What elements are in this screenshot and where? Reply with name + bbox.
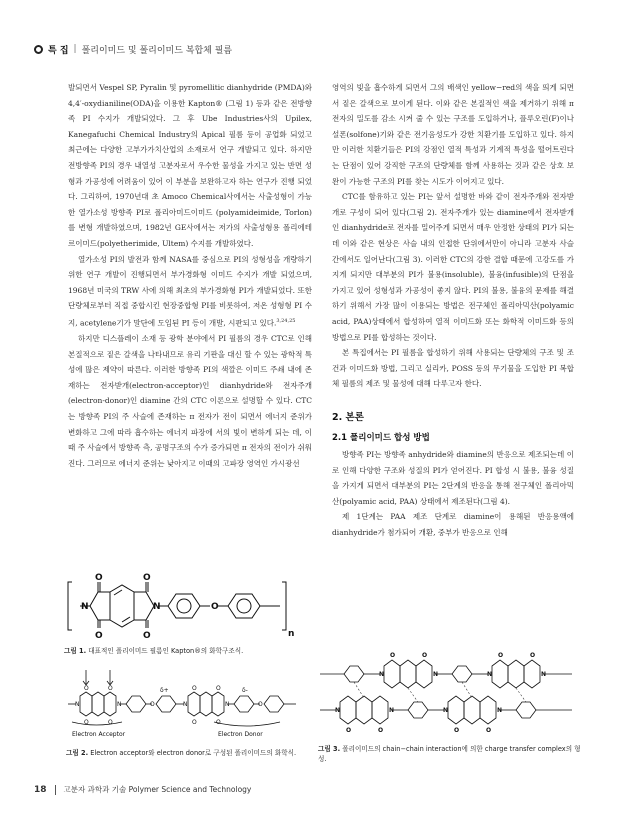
fig3-atom-o2: O bbox=[422, 652, 428, 659]
fig2-atom-o10: O bbox=[216, 719, 221, 726]
figure-1 bbox=[64, 568, 314, 655]
fig1-atom-o2: O bbox=[143, 573, 151, 583]
fig3-atom-o6: O bbox=[378, 727, 384, 734]
figure-3-caption bbox=[318, 744, 586, 764]
section-title: 2. 본론 bbox=[332, 411, 364, 423]
chain-chain-ctc-diagram bbox=[318, 646, 576, 734]
fig1-atom-n1: N bbox=[81, 602, 89, 612]
fig1-atom-o4: O bbox=[143, 631, 151, 640]
left-paragraph-3: 하지만 디스플레이 소재 등 광학 분야에서 PI 필름의 경우 CTC로 인해 본질적으로 짙은 갈색을 나타내므로 유리 기판을 대신 할 수 있는 광학적 특성에 많은 제약이 따른다. 이러한 방향족 PI의 색깔은 이미드 주쇄 내에 존재하는 전자받개(electron-acceptor)인 dianhydride와 전자주개(electron-donor)인 diamine 간의 CTC 이론으로 설명할 수 있다. CTC는 방향족 PI의 주 사슬에 존재하는 π 전자가 전이 되면서 에너지 준위가 변화하고 그에 따라 흡수하는 에너지 파장에 서의 빛이 변하게 되는 데, 이때 주 사슬에서 방향족 측, 공명구조의 수가 증가되면 π 전자의 전이가 쉬워진다. 그러므로 에너지 준위는 낮아지고 이때의 고파장 영역인 가시광선 bbox=[68, 334, 312, 468]
fig2-atom-o7: O bbox=[192, 685, 197, 692]
figure-3-label: 그림 3. bbox=[318, 745, 341, 753]
figure-1-caption bbox=[64, 646, 314, 656]
right-paragraph-3: 본 특집에서는 PI 필름을 합성하기 위해 사용되는 단량체의 구조 및 조건과 이미드화 방법, 그리고 실리카, POSS 등의 무기물을 도입한 PI 복합체 필름의 제조 및 물성에 대해 다루고자 한다. bbox=[332, 348, 574, 389]
left-paragraph-1: 발되면서 Vespel SP, Pyralin 및 pyromellitic dianhydride (PMDA)와 4,4′-oxydianiline(ODA)을 이용한 Kapton® (그림 1) 등과 같은 전방향족 PI 수지가 개발되었다. 그 후 Ube Industries사의 Upilex, Kanegafuchi Chemical Industry의 Apical 필름 등이 공업화 되었고 최근에는 다양한 고부가가치산업의 소재로서 연구 개발되고 있다. 하지만 전방향족 PI의 경우 내열성 고분자로서 우수한 물성을 가지고 있는 반면 성형과 가공성에 어려움이 있어 이 부분을 보완하고자 하는 연구가 진행 되었다. 그리하여, 1970년대 초 Amoco Chemical사에서는 사출성형이 가능한 열가소성 방향족 PI로 폴리아미드이미드 (polyamideimide, Torlon)를 변형 개발하였으며, 1982년 GE사에서는 저가의 사출성형용 폴리에테르이미드(polyetherimide, Ultem) 수지를 개발하였다. bbox=[68, 83, 312, 248]
fig3-atom-o1: O bbox=[390, 652, 396, 659]
header-tag: 특 집 bbox=[48, 45, 69, 56]
right-paragraph-5: 제 1단계는 PAA 제조 단계로 diamine이 용해된 반응용액에 dianhydride가 첨가되어 개환, 중부가 반응으로 인해 bbox=[332, 512, 574, 538]
right-column bbox=[332, 80, 574, 541]
header-separator: | bbox=[73, 44, 77, 54]
fig2-delta-plus: δ+ bbox=[160, 687, 169, 694]
acceptor-donor-chain-diagram bbox=[66, 664, 326, 740]
fig2-donor-label: Electron Donor bbox=[218, 731, 263, 738]
fig3-atom-n7: N bbox=[443, 707, 449, 714]
fig3-atom-n1: N bbox=[379, 671, 385, 678]
fig2-atom-o5: O bbox=[150, 701, 155, 708]
fig2-atom-o4: O bbox=[108, 719, 113, 726]
figure-3-text: 폴리이미드의 chain−chain interaction에 의한 charge transfer complex의 형성. bbox=[318, 745, 581, 763]
fig2-acceptor-label: Electron Acceptor bbox=[72, 731, 126, 738]
right-paragraph-1: 영역의 빛을 흡수하게 되면서 그의 배색인 yellow−red의 색을 띄게 되면서 짙은 갈색으로 보이게 된다. 이와 같은 본질적인 색을 제거하기 위해 π 전자의 밀도를 감소 시켜 줄 수 있는 구조를 도입하거나, 플루오린(F)이나 설폰(solfone)기와 같은 전기음성도가 강한 치환기를 도입하고 있다. 하지만 이러한 치환기들은 PI의 강점인 열적 특성과 기계적 특성을 떨어트린다는 단점이 있어 강직한 구조의 단량체를 함께 사용하는 것과 같은 상호 보완이 가능한 구조의 PI를 찾는 시도가 이어지고 있다. bbox=[332, 83, 574, 186]
figure-2 bbox=[66, 664, 336, 764]
figure-2-text: Electron acceptor와 electron donor로 구성된 폴리이미드의 화학식. bbox=[90, 749, 297, 757]
left-column bbox=[68, 80, 312, 471]
figure-2-label: 그림 2. bbox=[66, 749, 89, 757]
fig2-atom-o6: O bbox=[258, 701, 263, 708]
fig3-atom-n4: N bbox=[541, 671, 547, 678]
fig2-atom-o1: O bbox=[84, 685, 89, 692]
left-paragraph-2-text: 열가소성 PI의 발전과 함께 NASA를 중심으로 PI의 성형성을 개량하기 위한 연구 개발이 진행되면서 부가경화형 이미드 수지가 개발 되었으며, 1968년 미국의 TRW 사에 의해 최초의 부가경화형 PI가 개발되었다. 또한 단량체로부터 직접 중합시킨 현장중합형 PI를 비롯하여, 저온 성형형 PI 수지, acetylene기가 말단에 도입된 PI 등이 개발, 시판되고 있다. bbox=[68, 254, 312, 328]
page-footer bbox=[34, 784, 251, 795]
header-bullet-icon bbox=[34, 45, 43, 54]
running-header bbox=[34, 42, 594, 56]
fig3-atom-n3: N bbox=[487, 671, 493, 678]
left-paragraph-2 bbox=[68, 252, 312, 331]
header-title: 폴리이미드 및 폴리이미드 복합체 필름 bbox=[81, 45, 233, 56]
fig3-atom-n5: N bbox=[335, 707, 341, 714]
left-paragraph-2-ref: 3,24,25 bbox=[276, 317, 296, 324]
fig2-atom-o2: O bbox=[108, 685, 113, 692]
fig2-atom-n1: N bbox=[75, 701, 80, 708]
fig1-atom-o3: O bbox=[95, 631, 103, 640]
fig3-atom-o4: O bbox=[530, 652, 536, 659]
fig2-atom-n2: N bbox=[117, 701, 122, 708]
figure-1-label: 그림 1. bbox=[64, 647, 87, 655]
fig3-atom-n6: N bbox=[389, 707, 395, 714]
right-paragraph-4: 방향족 PI는 방향족 anhydride와 diamine의 반응으로 제조되는데 이로 인해 다양한 구조와 성질의 PI가 얻어진다. PI 합성 시 불용, 불융 성질을 가지게 되면서 대부분의 PI는 2단계의 반응을 통해 전구체인 폴리아믹산(polyamic acid, PAA) 상태에서 제조된다(그림 4). bbox=[332, 450, 574, 506]
fig1-atom-o1: O bbox=[95, 573, 103, 583]
figure-2-caption bbox=[66, 748, 336, 758]
fig2-atom-o8: O bbox=[216, 685, 221, 692]
fig2-atom-o3: O bbox=[84, 719, 89, 726]
fig3-atom-o8: O bbox=[486, 727, 492, 734]
subsection-title: 2.1 폴리이미드 합성 방법 bbox=[332, 433, 430, 444]
figure-3 bbox=[318, 646, 586, 766]
fig3-atom-n2: N bbox=[433, 671, 439, 678]
fig2-atom-n3: N bbox=[183, 701, 188, 708]
fig3-atom-o3: O bbox=[498, 652, 504, 659]
fig1-atom-n2: N bbox=[153, 602, 161, 612]
fig1-atom-o5: O bbox=[211, 602, 219, 612]
page-number: 18 bbox=[34, 785, 56, 795]
fig2-atom-o9: O bbox=[192, 719, 197, 726]
fig1-subscript-n: n bbox=[288, 629, 295, 639]
kapton-structure-diagram bbox=[64, 568, 314, 640]
figure-1-text: 대표적인 폴리이미드 필름인 Kapton®의 화학구조식. bbox=[88, 647, 244, 655]
fig2-delta-minus: δ- bbox=[242, 687, 248, 694]
fig3-atom-n8: N bbox=[497, 707, 503, 714]
fig3-atom-o7: O bbox=[454, 727, 460, 734]
fig2-atom-n4: N bbox=[225, 701, 230, 708]
fig3-atom-o5: O bbox=[346, 727, 352, 734]
journal-name: 고분자 과학과 기술 Polymer Science and Technology bbox=[63, 785, 252, 794]
right-paragraph-2: CTC를 함유하고 있는 PI는 앞서 설명한 바와 같이 전자주개와 전자받개로 구성이 되어 있다(그림 2). 전자주개가 있는 diamine에서 전자받개인 dianhydride로 전자를 밀어주게 되면서 매우 안정한 상태의 PI가 되는데 이와 같은 현상은 사슬 내의 인접한 단위에서만이 아니라 고분자 사슬 간에서도 일어난다(그림 3). 이러한 CTC의 강한 결합 때문에 고강도를 가지게 되지만 대부분의 PI가 불용(insoluble), 불융(infusible)의 단점을 가지고 있어 성형성과 가공성이 좋지 않다. PI의 불용, 불융의 문제를 해결하기 위해서 가장 많이 이용되는 방법은 전구체인 폴리아믹산(polyamic acid, PAA)상태에서 합성하여 열적 이미드화 또는 화학적 이미드화 등의 방법으로 PI를 합성하는 것이다. bbox=[332, 192, 574, 342]
